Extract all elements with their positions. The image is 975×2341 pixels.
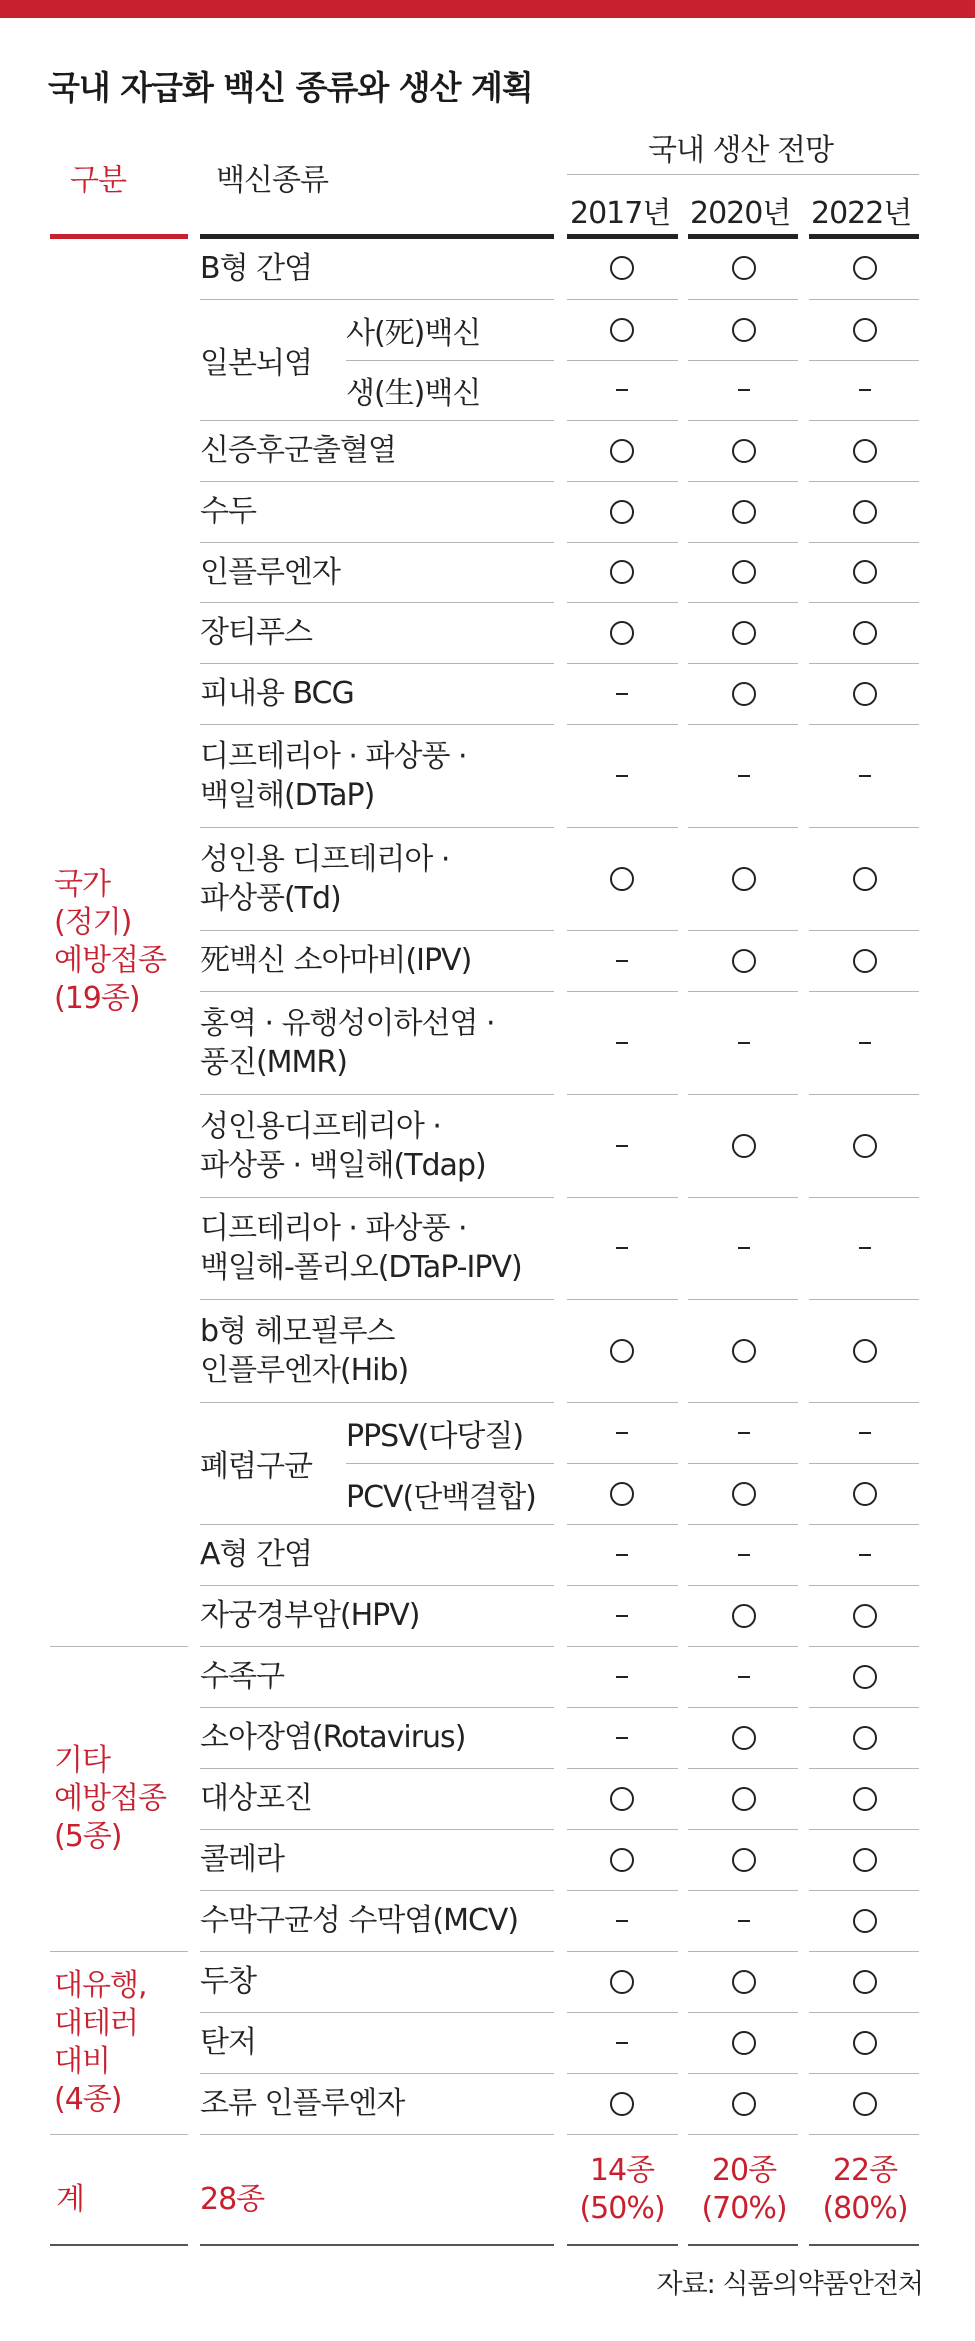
- not-produced-dash-mark: [684, 360, 804, 420]
- header-rule-category: [50, 234, 188, 239]
- table-bottom-rule-vaccine: [200, 2244, 554, 2246]
- not-produced-dash-mark: [562, 1197, 682, 1299]
- produced-circle-mark: [684, 1463, 804, 1524]
- row-group-label: 일본뇌염: [200, 345, 312, 381]
- table-row-name: 수족구: [200, 1659, 284, 1694]
- dash-icon: [859, 1042, 871, 1044]
- total-year-percent: (50%): [579, 2191, 665, 2226]
- total-year-value: [684, 2152, 804, 2228]
- not-produced-dash-mark: [562, 724, 682, 827]
- row-group-label: 폐렴구균: [200, 1449, 312, 1484]
- produced-circle-mark: [684, 481, 804, 542]
- row-separator-year: [567, 2134, 678, 2135]
- not-produced-dash-mark: [562, 1646, 682, 1707]
- produced-circle-mark: [684, 2012, 804, 2073]
- row-name-line: 성인용디프테리아 ·: [200, 1108, 441, 1144]
- dash-icon: [738, 1247, 750, 1249]
- table-row-name: 대상포진: [200, 1781, 312, 1816]
- total-year-count: 22종: [832, 2153, 898, 2188]
- produced-circle-mark: [805, 1463, 925, 1524]
- dash-icon: [738, 1432, 750, 1434]
- category-label-line: (19종): [54, 980, 140, 1016]
- not-produced-dash-mark: [562, 1890, 682, 1951]
- produced-circle-mark: [684, 827, 804, 930]
- source-note: 자료: 식품의약품안전처: [656, 2269, 923, 2300]
- table-row-name: 수막구균성 수막염(MCV): [200, 1903, 519, 1938]
- produced-circle-mark: [684, 663, 804, 724]
- produced-circle-mark: [684, 1094, 804, 1197]
- row-name-line: 성인용 디프테리아 ·: [200, 841, 450, 877]
- circle-icon: [610, 1848, 634, 1872]
- circle-icon: [853, 1482, 877, 1506]
- circle-icon: [853, 1604, 877, 1628]
- not-produced-dash-mark: [562, 1524, 682, 1585]
- table-bottom-rule-year: [809, 2244, 919, 2246]
- row-name-line: 인플루엔자(Hib): [200, 1352, 409, 1388]
- dash-icon: [616, 1554, 628, 1556]
- circle-icon: [610, 439, 634, 463]
- circle-icon: [610, 867, 634, 891]
- circle-icon: [732, 500, 756, 524]
- produced-circle-mark: [684, 602, 804, 663]
- dash-icon: [616, 1042, 628, 1044]
- produced-circle-mark: [562, 827, 682, 930]
- not-produced-dash-mark: [684, 1402, 804, 1463]
- header-category: 구분: [70, 163, 126, 198]
- circle-icon: [732, 256, 756, 280]
- table-row-name: 신증후군출혈열: [200, 433, 396, 468]
- dash-icon: [859, 389, 871, 391]
- dash-icon: [738, 1676, 750, 1678]
- not-produced-dash-mark: [805, 991, 925, 1094]
- not-produced-dash-mark: [805, 1402, 925, 1463]
- produced-circle-mark: [805, 663, 925, 724]
- row-separator-year: [688, 2134, 798, 2135]
- row-name-line: 디프테리아 · 파상풍 ·: [200, 738, 467, 774]
- table-row-name: 사(死)백신: [346, 315, 481, 351]
- table-row-name: 소아장염(Rotavirus): [200, 1720, 466, 1755]
- produced-circle-mark: [805, 2012, 925, 2073]
- circle-icon: [732, 1787, 756, 1811]
- circle-icon: [853, 1848, 877, 1872]
- circle-icon: [853, 2092, 877, 2116]
- table-row-name: 두창: [200, 1964, 256, 1999]
- dash-icon: [738, 389, 750, 391]
- produced-circle-mark: [805, 1829, 925, 1890]
- category-label-line: 대비: [54, 2043, 110, 2079]
- category-label-line: 예방접종: [54, 942, 166, 978]
- circle-icon: [732, 2031, 756, 2055]
- produced-circle-mark: [562, 1299, 682, 1402]
- dash-icon: [616, 1615, 628, 1617]
- total-year-percent: (80%): [822, 2191, 908, 2226]
- table-row-name: [200, 1299, 560, 1402]
- table-row-name: [200, 827, 560, 930]
- produced-circle-mark: [805, 481, 925, 542]
- table-bottom-rule-year: [688, 2244, 798, 2246]
- not-produced-dash-mark: [562, 991, 682, 1094]
- table-row-name: [200, 991, 560, 1094]
- table-row-name: 자궁경부암(HPV): [200, 1598, 420, 1633]
- table-row-name: 콜레라: [200, 1842, 284, 1877]
- total-label: 계: [56, 2182, 84, 2217]
- produced-circle-mark: [805, 1707, 925, 1768]
- dash-icon: [859, 775, 871, 777]
- circle-icon: [853, 621, 877, 645]
- produced-circle-mark: [684, 237, 804, 299]
- dash-icon: [859, 1247, 871, 1249]
- produced-circle-mark: [805, 2073, 925, 2134]
- category-separator: [50, 2134, 188, 2135]
- produced-circle-mark: [562, 1951, 682, 2012]
- table-row-name: [200, 1094, 560, 1197]
- circle-icon: [853, 500, 877, 524]
- circle-icon: [610, 621, 634, 645]
- circle-icon: [732, 1604, 756, 1628]
- circle-icon: [732, 560, 756, 584]
- table-row-name: PCV(단백결합): [346, 1479, 536, 1515]
- circle-icon: [610, 1339, 634, 1363]
- table-row-name: A형 간염: [200, 1537, 312, 1572]
- category-label-line: 대유행,: [54, 1967, 147, 2003]
- table-row-name: 인플루엔자: [200, 554, 340, 590]
- header-year-2020: 2020년: [690, 196, 791, 231]
- circle-icon: [853, 1665, 877, 1689]
- row-separator-name: [200, 2134, 554, 2135]
- produced-circle-mark: [805, 299, 925, 360]
- dash-icon: [616, 693, 628, 695]
- row-name-line: 파상풍 · 백일해(Tdap): [200, 1147, 486, 1183]
- table-row-name: 피내용 BCG: [200, 676, 354, 711]
- produced-circle-mark: [562, 602, 682, 663]
- circle-icon: [732, 1970, 756, 1994]
- produced-circle-mark: [684, 2073, 804, 2134]
- not-produced-dash-mark: [562, 1094, 682, 1197]
- dash-icon: [738, 775, 750, 777]
- header-year-2017: 2017년: [570, 196, 671, 231]
- dash-icon: [616, 1432, 628, 1434]
- circle-icon: [853, 1134, 877, 1158]
- circle-icon: [853, 1909, 877, 1933]
- category-label: [54, 1742, 194, 1856]
- produced-circle-mark: [684, 1829, 804, 1890]
- header-outlook: 국내 생산 전망: [648, 133, 833, 168]
- circle-icon: [732, 621, 756, 645]
- category-label-line: (정기): [54, 904, 132, 940]
- row-name-line: 파상풍(Td): [200, 880, 341, 916]
- produced-circle-mark: [562, 420, 682, 481]
- circle-icon: [853, 1970, 877, 1994]
- circle-icon: [610, 256, 634, 280]
- circle-icon: [610, 2092, 634, 2116]
- circle-icon: [853, 682, 877, 706]
- total-year-value: [805, 2152, 925, 2228]
- produced-circle-mark: [805, 542, 925, 602]
- dash-icon: [616, 389, 628, 391]
- produced-circle-mark: [562, 542, 682, 602]
- circle-icon: [610, 1482, 634, 1506]
- not-produced-dash-mark: [562, 930, 682, 991]
- not-produced-dash-mark: [684, 1197, 804, 1299]
- produced-circle-mark: [684, 930, 804, 991]
- total-year-value: [562, 2152, 682, 2228]
- dash-icon: [616, 1145, 628, 1147]
- circle-icon: [732, 1726, 756, 1750]
- circle-icon: [732, 1482, 756, 1506]
- table-row-name: 死백신 소아마비(IPV): [200, 943, 472, 978]
- circle-icon: [732, 949, 756, 973]
- category-label-line: 기타: [54, 1742, 110, 1778]
- produced-circle-mark: [562, 1829, 682, 1890]
- category-label: [54, 1967, 194, 2119]
- circle-icon: [732, 318, 756, 342]
- produced-circle-mark: [562, 237, 682, 299]
- not-produced-dash-mark: [562, 663, 682, 724]
- produced-circle-mark: [805, 420, 925, 481]
- not-produced-dash-mark: [684, 1524, 804, 1585]
- not-produced-dash-mark: [562, 1707, 682, 1768]
- circle-icon: [732, 1848, 756, 1872]
- circle-icon: [610, 1787, 634, 1811]
- circle-icon: [853, 949, 877, 973]
- header-year-2022: 2022년: [811, 196, 912, 231]
- produced-circle-mark: [562, 1463, 682, 1524]
- row-name-line: 백일해-폴리오(DTaP-IPV): [200, 1250, 522, 1285]
- produced-circle-mark: [684, 1707, 804, 1768]
- produced-circle-mark: [684, 420, 804, 481]
- circle-icon: [610, 560, 634, 584]
- produced-circle-mark: [805, 602, 925, 663]
- produced-circle-mark: [805, 237, 925, 299]
- category-label-line: 대테러: [54, 2005, 138, 2041]
- dash-icon: [616, 1920, 628, 1922]
- dash-icon: [616, 2042, 628, 2044]
- circle-icon: [610, 318, 634, 342]
- row-name-line: 백일해(DTaP): [200, 777, 375, 813]
- page-title: 국내 자급화 백신 종류와 생산 계획: [48, 68, 533, 107]
- category-label-line: (4종): [54, 2081, 122, 2117]
- produced-circle-mark: [684, 1768, 804, 1829]
- circle-icon: [853, 1726, 877, 1750]
- table-row-name: B형 간염: [200, 250, 313, 286]
- circle-icon: [853, 1339, 877, 1363]
- produced-circle-mark: [562, 1768, 682, 1829]
- circle-icon: [853, 318, 877, 342]
- circle-icon: [853, 439, 877, 463]
- header-rule-outlook: [567, 174, 919, 175]
- produced-circle-mark: [684, 1299, 804, 1402]
- circle-icon: [853, 560, 877, 584]
- produced-circle-mark: [805, 1094, 925, 1197]
- not-produced-dash-mark: [805, 1197, 925, 1299]
- row-name-line: 디프테리아 · 파상풍 ·: [200, 1211, 467, 1246]
- not-produced-dash-mark: [684, 991, 804, 1094]
- total-year-count: 20종: [711, 2153, 777, 2188]
- dash-icon: [859, 1432, 871, 1434]
- total-year-count: 14종: [589, 2153, 655, 2188]
- circle-icon: [732, 867, 756, 891]
- row-name-line: 풍진(MMR): [200, 1044, 347, 1080]
- not-produced-dash-mark: [562, 1402, 682, 1463]
- table-row-name: 탄저: [200, 2025, 256, 2060]
- table-row-name: PPSV(다당질): [346, 1418, 524, 1454]
- not-produced-dash-mark: [562, 360, 682, 420]
- dash-icon: [616, 1247, 628, 1249]
- category-separator: [50, 1646, 188, 1647]
- dash-icon: [616, 1676, 628, 1678]
- not-produced-dash-mark: [684, 1890, 804, 1951]
- produced-circle-mark: [562, 481, 682, 542]
- circle-icon: [610, 500, 634, 524]
- dash-icon: [738, 1554, 750, 1556]
- not-produced-dash-mark: [684, 1646, 804, 1707]
- row-name-line: b형 헤모필루스: [200, 1313, 395, 1349]
- produced-circle-mark: [805, 1646, 925, 1707]
- table-row-name: 장티푸스: [200, 615, 312, 650]
- produced-circle-mark: [805, 1585, 925, 1646]
- table-row-name: [200, 724, 560, 827]
- circle-icon: [732, 1339, 756, 1363]
- category-label-line: 국가: [54, 866, 110, 902]
- dash-icon: [859, 1554, 871, 1556]
- not-produced-dash-mark: [562, 2012, 682, 2073]
- circle-icon: [853, 867, 877, 891]
- dash-icon: [738, 1042, 750, 1044]
- dash-icon: [616, 775, 628, 777]
- produced-circle-mark: [805, 1768, 925, 1829]
- not-produced-dash-mark: [805, 360, 925, 420]
- not-produced-dash-mark: [805, 1524, 925, 1585]
- dash-icon: [616, 960, 628, 962]
- circle-icon: [853, 256, 877, 280]
- category-label-line: (5종): [54, 1818, 122, 1854]
- row-separator-year: [809, 2134, 919, 2135]
- circle-icon: [853, 2031, 877, 2055]
- produced-circle-mark: [562, 299, 682, 360]
- category-separator: [50, 1951, 188, 1952]
- produced-circle-mark: [805, 1951, 925, 2012]
- not-produced-dash-mark: [805, 724, 925, 827]
- dash-icon: [616, 1737, 628, 1739]
- top-accent-bar: [0, 0, 975, 18]
- table-row-name: 조류 인플루엔자: [200, 2086, 405, 2121]
- row-name-line: 홍역 · 유행성이하선염 ·: [200, 1005, 495, 1041]
- total-year-percent: (70%): [701, 2191, 787, 2226]
- produced-circle-mark: [684, 542, 804, 602]
- not-produced-dash-mark: [562, 1585, 682, 1646]
- circle-icon: [732, 682, 756, 706]
- circle-icon: [610, 1970, 634, 1994]
- dash-icon: [738, 1920, 750, 1922]
- produced-circle-mark: [805, 1299, 925, 1402]
- circle-icon: [732, 1134, 756, 1158]
- table-row-name: 생(生)백신: [346, 376, 481, 411]
- produced-circle-mark: [684, 1951, 804, 2012]
- total-count: 28종: [200, 2182, 265, 2217]
- produced-circle-mark: [562, 2073, 682, 2134]
- circle-icon: [853, 1787, 877, 1811]
- header-vaccine: 백신종류: [216, 163, 328, 198]
- table-bottom-rule-year: [567, 2244, 678, 2246]
- table-row-name: 수두: [200, 494, 256, 529]
- table-row-name: [200, 1197, 560, 1299]
- produced-circle-mark: [684, 299, 804, 360]
- produced-circle-mark: [805, 827, 925, 930]
- produced-circle-mark: [684, 1585, 804, 1646]
- not-produced-dash-mark: [684, 724, 804, 827]
- table-bottom-rule-category: [50, 2244, 188, 2246]
- produced-circle-mark: [805, 930, 925, 991]
- category-label: [54, 866, 194, 1018]
- category-label-line: 예방접종: [54, 1780, 166, 1816]
- circle-icon: [732, 439, 756, 463]
- produced-circle-mark: [805, 1890, 925, 1951]
- circle-icon: [732, 2092, 756, 2116]
